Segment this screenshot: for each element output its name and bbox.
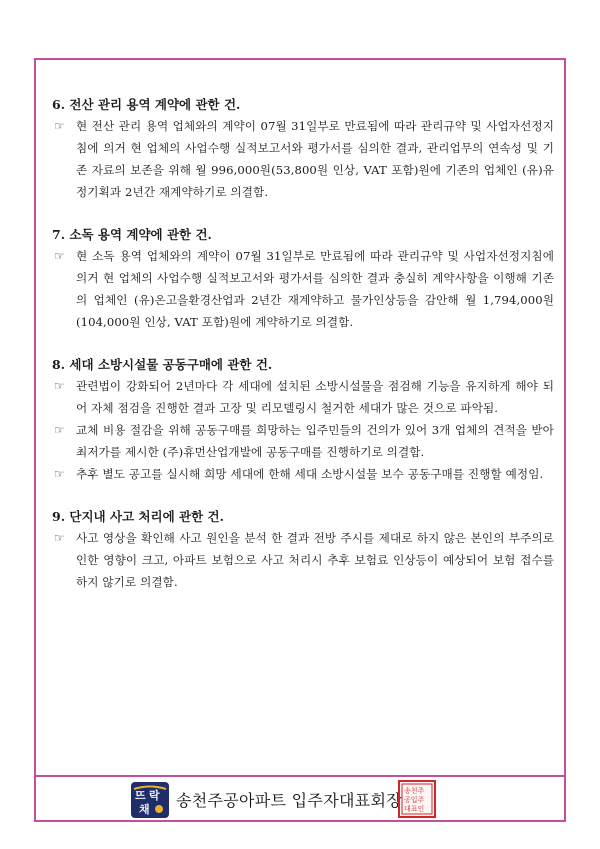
svg-text:채: 채 [139, 803, 150, 816]
agenda-section [52, 226, 554, 333]
resolution-item [52, 527, 554, 593]
pointing-hand-icon: ☞ [54, 531, 65, 545]
resolution-item [52, 245, 554, 333]
pointing-hand-icon: ☞ [54, 379, 65, 393]
agenda-section [52, 508, 554, 593]
resolution-text: 현 소독 용역 업체와의 계약이 07월 31일부로 만료됨에 따라 관리규약 및 사업자선정지침에 의거 현 업체의 사업수행 실적보고서와 평가서를 심의한 결과 충실히 계약사항을 이행해 기존의 업체인 (유)온고을환경산업과 2년간 재계약하고 물가인상등을 감안해 월 1,794,000원(104,000원 인상, VAT 포함)원에 계약하기로 의결함. [76, 249, 554, 329]
pointing-hand-icon: ☞ [54, 249, 65, 263]
page-frame [34, 58, 566, 822]
agenda-section [52, 356, 554, 485]
logo-graphic [131, 782, 169, 818]
resolution-item [52, 375, 554, 419]
svg-text:락: 락 [149, 789, 160, 802]
svg-text:뜨: 뜨 [135, 789, 146, 802]
resolution-text: 현 전산 관리 용역 업체와의 계약이 07월 31일부로 만료됨에 따라 관리규약 및 사업자선정지침에 의거 현 업체의 사업수행 실적보고서와 평가서를 심의한 결과, 관리업무의 연속성 및 기존 자료의 보존을 위해 월 996,000원(53,800원 인상, VAT 포함)원에 기존의 업체인 (유)유정기획과 2년간 재계약하기로 의결함. [76, 119, 554, 199]
pointing-hand-icon: ☞ [54, 467, 65, 481]
resolution-text: 관련법이 강화되어 2년마다 각 세대에 설치된 소방시설물을 점검해 기능을 유지하게 해야 되어 자체 점검을 진행한 결과 고장 및 리모델링시 철거한 세대가 많은 것으로 파악됨. [76, 379, 554, 415]
official-seal [398, 780, 436, 818]
document-body [52, 96, 554, 616]
section-title: 7. 소독 용역 계약에 관한 건. [52, 227, 212, 242]
pointing-hand-icon: ☞ [54, 423, 65, 437]
resolution-text: 교체 비용 절감을 위해 공동구매를 희망하는 입주민들의 건의가 있어 3개 업체의 견적을 받아 최저가를 제시한 (주)휴먼산업개발에 공동구매를 진행하기로 의결함. [76, 423, 554, 459]
svg-text:공입주: 공입주 [404, 796, 425, 804]
svg-text:송천주: 송천주 [404, 787, 425, 795]
resolution-text: 추후 별도 공고를 실시해 희망 세대에 한해 세대 소방시설물 보수 공동구매를 진행할 예정임. [76, 467, 544, 481]
resolution-item [52, 463, 554, 485]
footer [36, 777, 564, 822]
section-title: 9. 단지내 사고 처리에 관한 건. [52, 509, 224, 524]
section-title: 6. 전산 관리 용역 계약에 관한 건. [52, 97, 241, 112]
section-title: 8. 세대 소방시설물 공동구매에 관한 건. [52, 357, 273, 372]
seal-graphic [400, 782, 434, 816]
resolution-item [52, 115, 554, 203]
resolution-text: 사고 영상을 확인해 사고 원인을 분석 한 결과 전방 주시를 제대로 하지 않은 본인의 부주의로 인한 영향이 크고, 아파트 보험으로 사고 처리시 추후 보험료 인상등이 예상되어 보험 접수를 하지 않기로 의결함. [76, 531, 554, 589]
apartment-logo [131, 782, 169, 818]
svg-text:대표인: 대표인 [404, 805, 425, 813]
resolution-item [52, 419, 554, 463]
organization-name: 송천주공아파트 입주자대표회장 [176, 791, 402, 810]
agenda-section [52, 96, 554, 203]
pointing-hand-icon: ☞ [54, 119, 65, 133]
